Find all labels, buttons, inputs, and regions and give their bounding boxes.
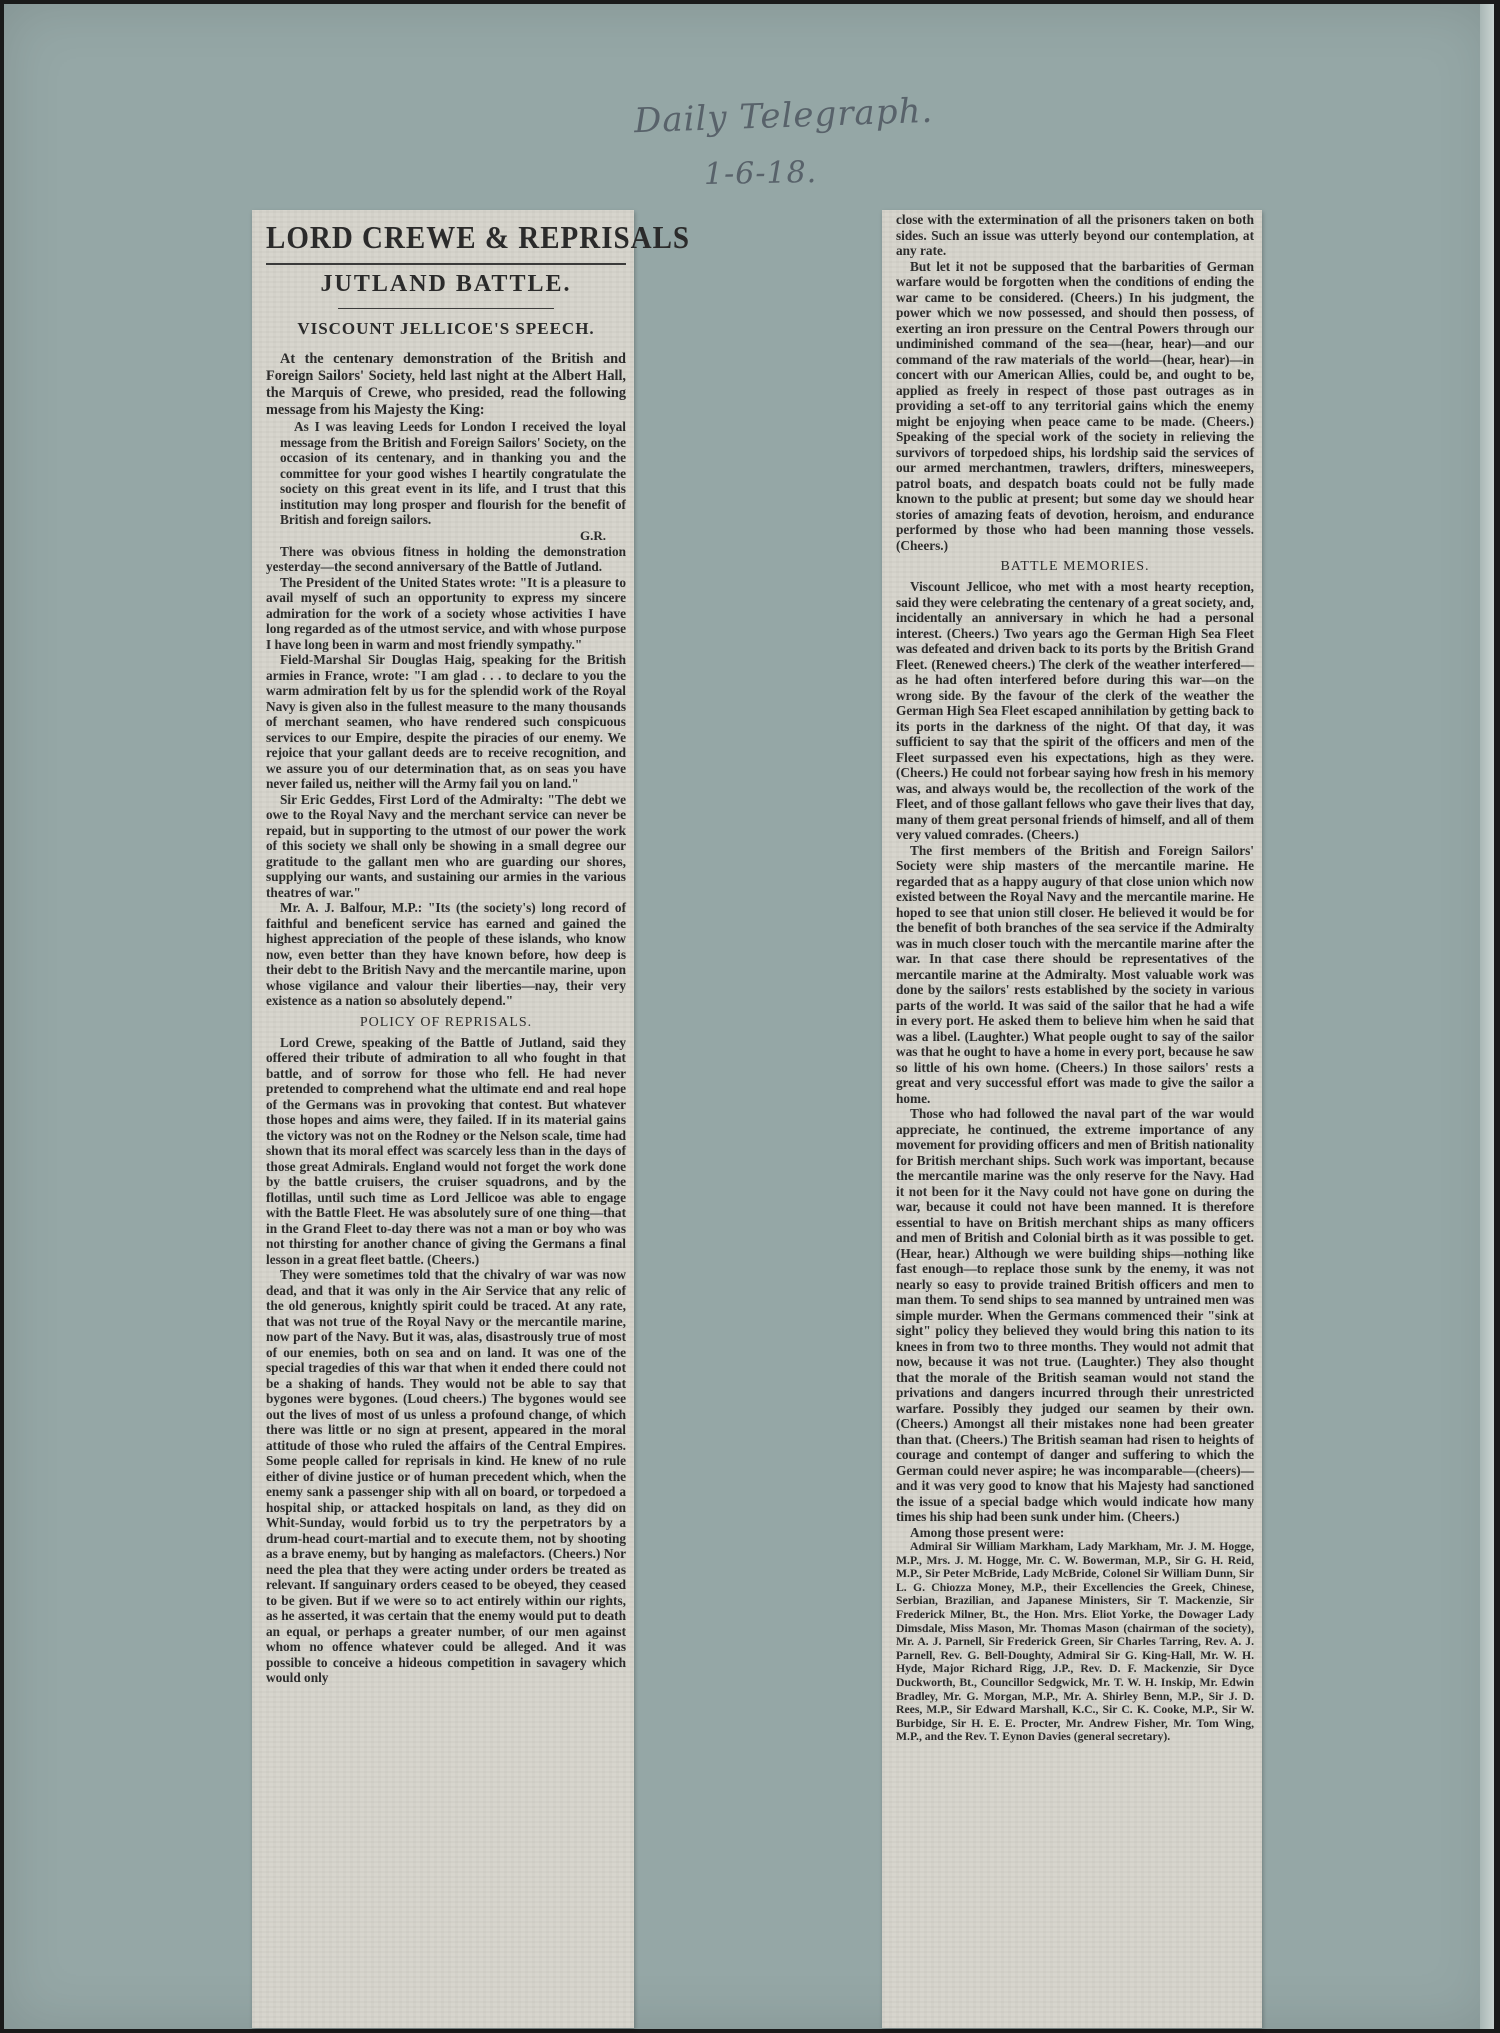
article-paragraph: Viscount Jellicoe, who met with a most hearty reception, said they were celebrating the centenary of a great society, and, incidentally an anniversary in which he had a personal interest. (Cheers.) Two years ago the German High Sea Fleet was defeated and driven back to its ports by the British Grand Fleet. (Renewed cheers.) The clerk of the weather interfered—as he had often interfered before during this war—on the wrong side. By the favour of the clerk of the weather the German High Sea Fleet escaped annihilation by getting back to its ports in the darkness of the night. Of that day, it was sufficient to say that the spirit of the officers and men of the Fleet surpassed even his expectations, high as they were. (Cheers.) He could not forbear saying how fresh in his memory was, and always would be, the recollection of the work of the Fleet, and of those gallant fellows who gave their lives that day, many of them great personal friends of himself, and all of them very valued comrades. (Cheers.)	[896, 579, 1254, 842]
divider	[266, 263, 626, 265]
clipping-left-column	[252, 210, 691, 2028]
article-paragraph: Field-Marshal Sir Douglas Haig, speaking for the British armies in France, wrote: "I am glad . . . to declare to you the warm admiration felt by us for the splendid work of the Royal Navy is given also in the fullest measure to the many thousands of merchant seamen, who have rendered such conspicuous services to our Empire, despite the piracies of our enemy. We rejoice that your gallant deeds are to receive recognition, and we assure you of our determination that, as on seas you have never failed us, neither will the Army fail you on land."	[266, 652, 626, 791]
section-heading: POLICY OF REPRISALS.	[359, 1014, 533, 1030]
article-paragraph: The President of the United States wrote: "It is a pleasure to avail myself of such an opportunity to express my sincere admiration for the work of a society whose activities I have long regarded as of the utmost service, and with whose purpose I have long been in warm and most friendly sympathy."	[266, 574, 626, 652]
article-paragraph: Those who had followed the naval part of the war would appreciate, he continued, the extreme importance of any movement for providing officers and men of British nationality for British merchant ships. Such work was important, because the mercantile marine was the only reserve for the Navy. Had it not been for it the Navy could not have gone on during the war, because it could not have been manned. It is therefore essential to have on British merchant ships as many officers and men of British and Colonial birth as it was possible to get. (Hear, hear.) Although we were building ships—nothing like fast enough—to replace those sunk by the enemy, it was not nearly so easy to provide trained British officers and men to man them. To send ships to sea manned by untrained men was simple murder. When the Germans commenced their "sink at sight" policy they believed they would bring this nation to its knees in from two to three months. They would not admit that now, because it was not true. (Laughter.) They also thought that the morale of the British seaman would not stand the privations and dangers incurred through their unrestricted warfare. Possibly they judged our seamen by their own. (Cheers.) Amongst all their mistakes none had been greater than that. (Cheers.) The British seaman had risen to heights of courage and contempt of danger and suffering to which the German could never aspire; he was incomparable—(cheers)—and it was very good to know that his Majesty had sanctioned the issue of a special badge which would indicate how many times his ship had been sunk under him. (Cheers.)	[896, 1106, 1254, 1524]
article-paragraph: close with the extermination of all the prisoners taken on both sides. Such an issue was utterly beyond our contemplation, at any rate.	[896, 212, 1254, 258]
intro-paragraph: At the centenary demonstration of the British and Foreign Sailors' Society, held last night at the Albert Hall, the Marquis of Crewe, who presided, read the following message from his Majesty the King:	[266, 351, 626, 418]
handwritten-date: 1-6-18.	[703, 155, 818, 192]
headline: LORD CREWE & REPRISALS	[266, 220, 691, 256]
subhead-speech: VISCOUNT JELLICOE'S SPEECH.	[297, 319, 595, 338]
article-paragraph: Sir Eric Geddes, First Lord of the Admiralty: "The debt we owe to the Royal Navy and the merchant service can never be repaid, but in supporting to the utmost of our power the work of this society we shall only be showing in a small degree our gratitude to the gallant men who are guarding our shores, supplying our wants, and sustaining our armies in the various theatres of war."	[266, 791, 626, 900]
subhead: JUTLAND BATTLE.	[320, 271, 572, 297]
article-paragraph: Mr. A. J. Balfour, M.P.: "Its (the society's) long record of faithful and beneficent service has earned and gained the highest appreciation of the people of these islands, who know now, even better than they have known before, how deep is their debt to the British Navy and the mercantile marine, upon whose vigilance and valour their liberties—nay, their very existence as a nation so absolutely depend."	[266, 900, 626, 1008]
divider	[338, 308, 554, 309]
king-message: As I was leaving Leeds for London I received the loyal message from the British and Foreign Sailors' Society, on the occasion of its centenary, and in thanking you and the committee for your good wishes I heartily congratulate the society on this great event in its life, and I trust that this institution may long prosper and flourish for the benefit of British and foreign sailors.	[280, 419, 626, 527]
article-paragraph: There was obvious fitness in holding the demonstration yesterday—the second anniversary of the Battle of Jutland.	[266, 543, 626, 574]
article-paragraph: But let it not be supposed that the barbarities of German warfare would be forgotten when the conditions of ending the war came to be considered. (Cheers.) In his judgment, the power which we now possessed, and should then possess, of exerting an iron pressure on the Central Powers through our undiminished command of the sea—(hear, hear)—and our command of the raw materials of the world—(hear, hear)—in concert with our American Allies, could be, and ought to be, applied as freely in respect of those past outrages as in providing a set-off to any territorial gains which the enemy might be enjoying when peace came to be made. (Cheers.) Speaking of the special work of the society in relieving the survivors of torpedoed ships, his lordship said the services of our armed merchantmen, trawlers, drifters, minesweepers, patrol boats, and despatch boats could not be fully made known to the public at present; but some day we should hear stories of amazing feats of devotion, heroism, and endurance performed by those who had been manning those vessels. (Cheers.)	[896, 258, 1254, 553]
mounting-board	[4, 4, 1494, 2029]
board-edge	[1480, 4, 1494, 2029]
clipping-right-column	[882, 210, 1262, 2028]
article-paragraph: The first members of the British and Foreign Sailors' Society were ship masters of the mercantile marine. He regarded that as a happy augury of that close union which now existed between the Royal Navy and the mercantile marine. He hoped to see that union still closer. He believed it would be for the benefit of both branches of the sea service if the Admiralty was in much closer touch with the mercantile marine after the war. In that case there should be representatives of the mercantile marine at the Admiralty. Most valuable work was done by the sailors' rests established by the society in various parts of the world. It was said of the sailor that he had a wife in every port. He asked them to believe him when he said that was a libel. (Laughter.) What people ought to say of the sailor was that he ought to have a home in every port, because he saw so little of his own home. (Cheers.) In those sailors' rests a great and very successful effort was made to give the sailor a home.	[896, 842, 1254, 1106]
handwritten-source: Daily Telegraph.	[633, 90, 934, 142]
article-paragraph: Lord Crewe, speaking of the Battle of Jutland, said they offered their tribute of admiration to all who fought in that battle, and of sorrow for those who fell. He had never pretended to comprehend what the ultimate end and real hope of the Germans was in provoking that contest. But whatever those hopes and aims were, they failed. If in its material gains the victory was not on the Rodney or the Nelson scale, time had shown that its moral effect was scarcely less than in the days of those great Admirals. England would not forget the work done by the battle cruisers, the cruiser squadrons, and by the flotillas, until such time as Lord Jellicoe was able to engage with the Battle Fleet. He was absolutely sure of one thing—that in the Grand Fleet to-day there was not a man or boy who was not thirsting for another chance of giving the Germans a final lesson in a great fleet battle. (Cheers.)	[266, 1034, 626, 1267]
article-paragraph: Among those present were:	[910, 1524, 1065, 1540]
royal-signature: G.R.	[580, 527, 606, 543]
section-heading: BATTLE MEMORIES.	[1000, 559, 1150, 574]
article-paragraph: They were sometimes told that the chivalry of war was now dead, and that it was only in the Air Service that any relic of the old generous, knightly spirit could be traced. At any rate, that was not true of the Royal Navy or the mercantile marine, now part of the Navy. But it was, alas, disastrously true of most of our enemies, both on sea and on land. It was one of the special tragedies of this war that when it ended there could not be a shaking of hands. They would not be able to say that bygones were bygones. (Loud cheers.) The bygones would see out the lives of most of us unless a profound change, of which there was little or no sign at present, appeared in the moral attitude of those who ruled the affairs of the Central Empires. Some people called for reprisals in kind. He knew of no rule either of divine justice or of human precedent which, when the enemy sank a passenger ship with all on board, or torpedoed a hospital ship, or attacked hospitals on land, as they did on Whit-Sunday, would forbid us to try the perpetrators by a drum-head court-martial and to execute them, not by shooting as a brave enemy, but by hanging as malefactors. (Cheers.) Nor need the plea that they were acting under orders be treated as relevant. If sanguinary orders ceased to be obeyed, they ceased to be given. But if we were so to act entirely within our rights, as he asserted, it was certain that the enemy would put to death an equal, or perhaps a greater number, of our men against whom no offence whatever could be alleged. And it was possible to conceive a hideous competition in savagery which would only	[266, 1267, 626, 1685]
attendee-list: Admiral Sir William Markham, Lady Markham, Mr. J. M. Hogge, M.P., Mrs. J. M. Hogge, Mr. C. W. Bowerman, M.P., Sir G. H. Reid, M.P., Sir Peter McBride, Lady McBride, Colonel Sir William Dunn, Sir L. G. Chiozza Money, M.P., their Excellencies the Greek, Chinese, Serbian, Brazilian, and Japanese Ministers, Sir T. Mackenzie, Sir Frederick Milner, Bt., the Hon. Mrs. Eliot Yorke, the Dowager Lady Dimsdale, Miss Mason, Mr. Thomas Mason (chairman of the society), Mr. A. J. Parnell, Sir Frederick Green, Sir Charles Tarring, Rev. A. J. Parnell, Rev. G. Bell-Doughty, Admiral Sir G. King-Hall, Mr. W. H. Hyde, Major Richard Rigg, J.P., Rev. D. F. Mackenzie, Sir Dyce Duckworth, Bt., Councillor Sedgwick, Mr. T. W. H. Inskip, Mr. Edwin Bradley, Mr. G. Morgan, M.P., Mr. A. Shirley Benn, M.P., Sir J. D. Rees, M.P., Sir Edward Marshall, K.C., Sir C. K. Cooke, M.P., Sir W. Burbidge, Sir H. E. E. Procter, Mr. Andrew Fisher, Mr. Tom Wing, M.P., and the Rev. T. Eynon Davies (general secretary).	[896, 1540, 1254, 1744]
